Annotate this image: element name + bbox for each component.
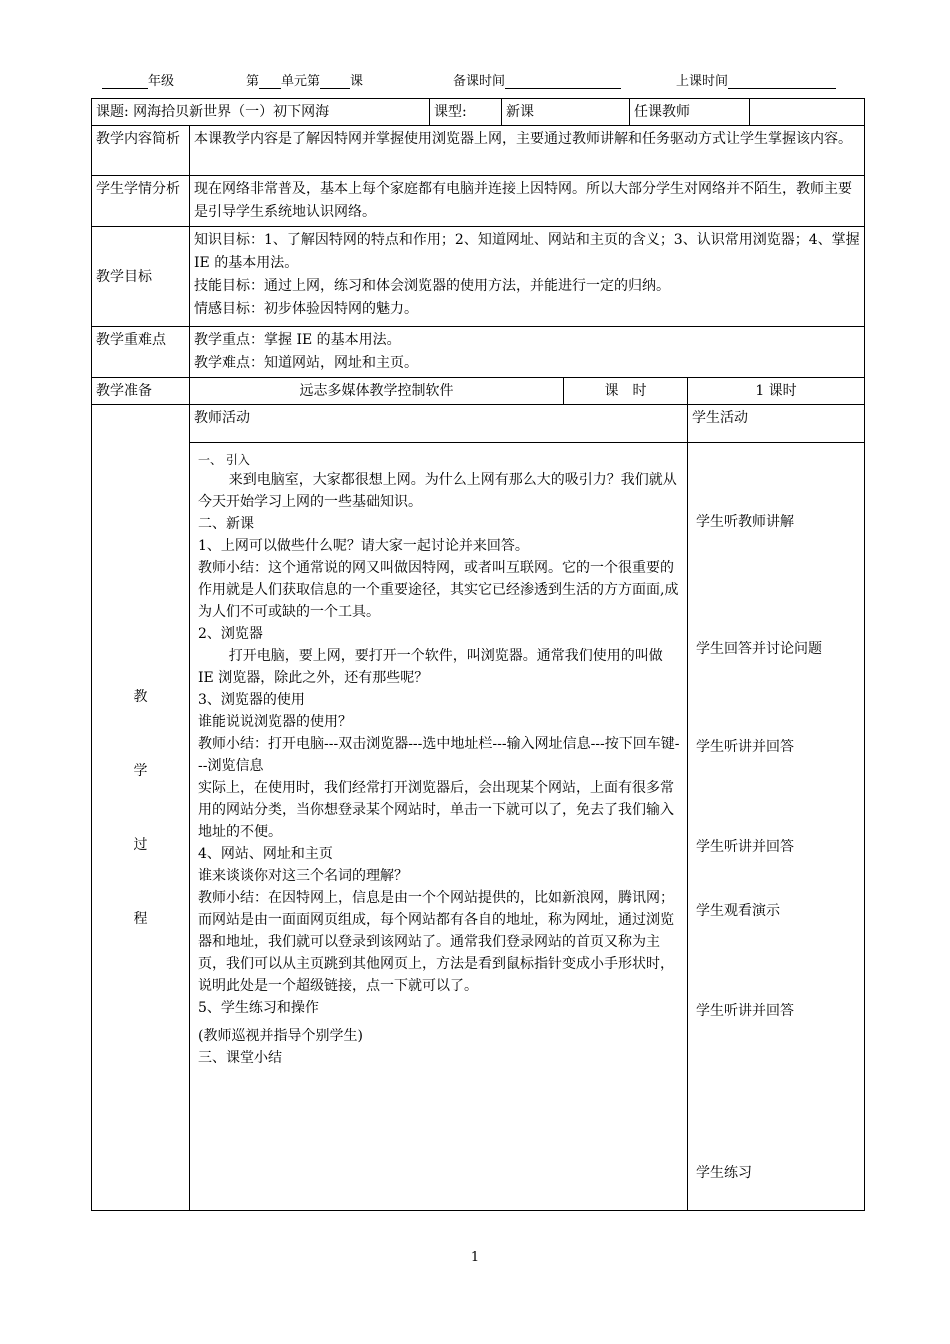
difficult-point: 教学难点：知道网站，网址和主页。 bbox=[194, 355, 418, 371]
goals-text bbox=[190, 227, 865, 327]
teacher-activity-line: 来到电脑室，大家都很想上网。为什么上网有那么大的吸引力？我们就从今天开始学习上网的一些基础知识。 bbox=[198, 472, 677, 510]
student-analysis-label: 学生学情分析 bbox=[92, 176, 190, 227]
emotion-goal: 情感目标：初步体验因特网的魅力。 bbox=[194, 301, 418, 317]
page-header bbox=[100, 70, 860, 90]
class-time-field: 上课时间 bbox=[676, 70, 836, 89]
process-header-row bbox=[92, 405, 865, 443]
student-activity-item: 学生听讲并回答 bbox=[696, 1003, 795, 1019]
student-activity-item: 学生回答并讨论问题 bbox=[696, 641, 823, 657]
title-row bbox=[92, 99, 865, 126]
teacher-activity-line: 谁来谈谈你对这三个名词的理解？ bbox=[198, 868, 408, 884]
student-activity-item: 学生听教师讲解 bbox=[696, 514, 795, 530]
student-activity-item: 学生听讲并回答 bbox=[696, 739, 795, 755]
content-analysis-row bbox=[92, 126, 865, 176]
hours-value: 1 课时 bbox=[688, 378, 865, 405]
teacher-activity-line: 打开电脑，要上网，要打开一个软件，叫浏览器。通常我们使用的叫做 IE 浏览器，除此之外，还有那些呢？ bbox=[198, 648, 663, 686]
teacher-activity-line: 4、网站、网址和主页 bbox=[198, 846, 333, 862]
student-activity bbox=[688, 443, 865, 1211]
process-body-row bbox=[92, 443, 865, 1211]
teacher-value bbox=[750, 99, 865, 126]
student-activity-header: 学生活动 bbox=[688, 405, 865, 443]
goals-row bbox=[92, 227, 865, 327]
lesson-plan-table bbox=[91, 98, 865, 1211]
prep-value: 远志多媒体教学控制软件 bbox=[190, 378, 564, 405]
key-points-text bbox=[190, 327, 865, 378]
knowledge-goal: 知识目标：1、了解因特网的特点和作用；2、知道网址、网站和主页的含义；3、认识常用浏览器；4、掌握 IE 的基本用法。 bbox=[194, 232, 860, 271]
student-activity-item: 学生观看演示 bbox=[696, 903, 781, 919]
key-point: 教学重点：掌握 IE 的基本用法。 bbox=[194, 332, 401, 348]
key-points-label: 教学重难点 bbox=[92, 327, 190, 378]
teacher-activity-line: 2、浏览器 bbox=[198, 626, 263, 642]
page-number: 1 bbox=[470, 1250, 480, 1265]
teacher-activity-line: 3、浏览器的使用 bbox=[198, 692, 305, 708]
student-activity-item: 学生听讲并回答 bbox=[696, 839, 795, 855]
teacher-activity-line: 谁能说说浏览器的使用？ bbox=[198, 714, 352, 730]
teacher-activity-line: 三、课堂小结 bbox=[198, 1050, 282, 1066]
teacher-label: 任课教师 bbox=[630, 99, 750, 126]
prep-row bbox=[92, 378, 865, 405]
teacher-activity-line: 1、上网可以做些什么呢？请大家一起讨论并来回答。 bbox=[198, 538, 529, 554]
process-label: 教 学 过 程 bbox=[92, 405, 190, 1211]
grade-field: 年级 bbox=[102, 70, 174, 89]
teacher-activity-line: 5、学生练习和操作 bbox=[198, 1000, 319, 1016]
teacher-activity-line: 教师小结：在因特网上，信息是由一个个网站提供的，比如新浪网，腾讯网；而网站是由一面面网页组成，每个网站都有各自的地址，称为网址，通过浏览器和地址，我们就可以登录到该网站了。通常我们登录网站的首页又称为主页，我们可以从主页跳到其他网页上，方法是看到鼠标指针变成小手形状时，说明此处是一个超级链接，点一下就可以了。 bbox=[198, 890, 674, 994]
content-analysis-text: 本课教学内容是了解因特网并掌握使用浏览器上网，主要通过教师讲解和任务驱动方式让学生掌握该内容。 bbox=[190, 126, 865, 176]
goals-label: 教学目标 bbox=[92, 227, 190, 327]
teacher-activity-line: 教师小结：打开电脑---双击浏览器---选中地址栏---输入网址信息---按下回车键---浏览信息 bbox=[198, 736, 680, 774]
content-analysis-label: 教学内容简析 bbox=[92, 126, 190, 176]
teacher-activity bbox=[190, 443, 688, 1211]
teacher-activity-line: 教师小结：这个通常说的网又叫做因特网，或者叫互联网。它的一个很重要的作用就是人们获取信息的一个重要途径，其实它已经渗透到生活的方方面面,成为人们不可或缺的一个工具。 bbox=[198, 560, 679, 620]
prep-time-field: 备课时间 bbox=[453, 70, 621, 89]
type-value: 新课 bbox=[502, 99, 630, 126]
teacher-activity-line: (教师巡视并指导个别学生) bbox=[198, 1028, 363, 1044]
type-label: 课型: bbox=[430, 99, 502, 126]
teacher-activity-line: 二、新课 bbox=[198, 516, 254, 532]
student-analysis-row bbox=[92, 176, 865, 227]
topic-cell: 课题: 网海拾贝新世界（一）初下网海 bbox=[92, 99, 430, 126]
teacher-activity-header: 教师活动 bbox=[190, 405, 688, 443]
prep-label: 教学准备 bbox=[92, 378, 190, 405]
student-analysis-text: 现在网络非常普及，基本上每个家庭都有电脑并连接上因特网。所以大部分学生对网络并不陌生，教师主要是引导学生系统地认识网络。 bbox=[190, 176, 865, 227]
teacher-activity-line: 实际上，在使用时，我们经常打开浏览器后，会出现某个网站，上面有很多常用的网站分类，当你想登录某个网站时，单击一下就可以了，免去了我们输入地址的不便。 bbox=[198, 780, 674, 840]
student-activity-item: 学生练习 bbox=[696, 1165, 753, 1181]
skill-goal: 技能目标：通过上网，练习和体会浏览器的使用方法，并能进行一定的归纳。 bbox=[194, 278, 670, 294]
hours-label: 课 时 bbox=[564, 378, 688, 405]
teacher-activity-line: 一、 引入 bbox=[198, 453, 250, 467]
unit-lesson-field: 第 单元第 课 bbox=[246, 74, 364, 89]
key-points-row bbox=[92, 327, 865, 378]
